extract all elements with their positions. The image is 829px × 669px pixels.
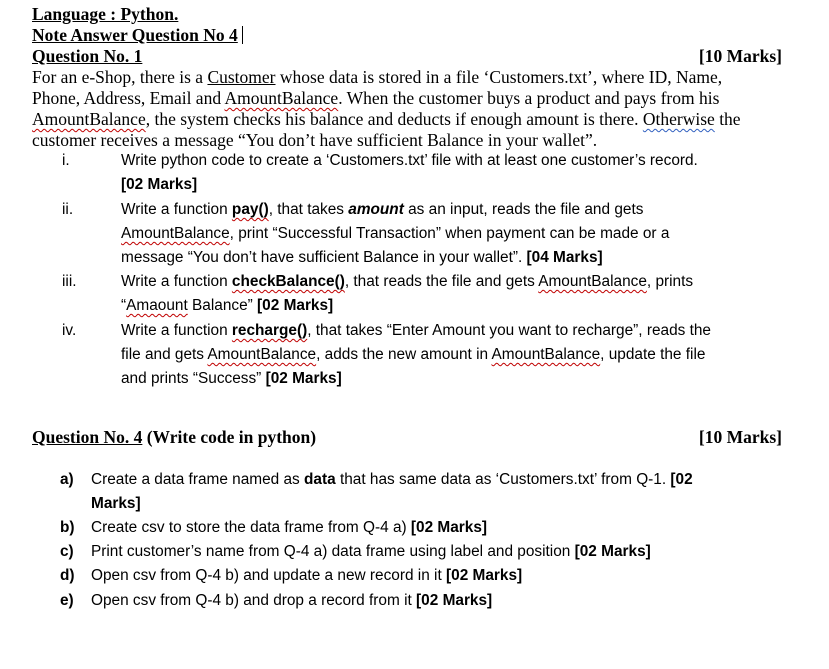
- amount-term: amount: [348, 201, 404, 218]
- q1-intro-line-1: For an e-Shop, there is a Customer whose data is stored in a file ‘Customers.txt’, where ID, Name,: [32, 67, 723, 87]
- q4-a-label: a): [60, 471, 74, 488]
- q1-title: Question No. 1: [32, 46, 143, 66]
- q4-c-label: c): [60, 543, 74, 560]
- amountbalance-term: AmountBalance: [32, 109, 146, 129]
- item-ii-line-1: Write a function pay(), that takes amount as an input, reads the file and gets: [121, 201, 644, 218]
- language-heading: Language : Python.: [32, 4, 179, 24]
- q4-e-label: e): [60, 592, 74, 609]
- item-iv-marker: iv.: [62, 322, 77, 339]
- q1-intro-line-3: AmountBalance, the system checks his balance and deducts if enough amount is there. Otherwise the: [32, 109, 741, 129]
- pay-function: pay(): [231, 201, 269, 218]
- item-i-marker: i.: [62, 152, 70, 169]
- q4-b-label: b): [60, 519, 75, 536]
- item-iii-marks: [02 Marks]: [257, 297, 334, 314]
- amountbalance-term: AmountBalance: [207, 346, 317, 363]
- q4-e-text: Open csv from Q-4 b) and drop a record from it [02 Marks]: [91, 592, 493, 609]
- amountbalance-term: AmountBalance: [121, 225, 230, 242]
- q4-c-text: Print customer’s name from Q-4 a) data frame using label and position [02 Marks]: [91, 543, 651, 560]
- item-iii-marker: iii.: [62, 273, 77, 290]
- text-cursor: [242, 26, 243, 44]
- item-i-marks: [02 Marks]: [121, 176, 198, 193]
- item-iv-marks: [02 Marks]: [265, 370, 342, 387]
- item-ii-marker: ii.: [62, 201, 74, 218]
- item-iii-line-2: “Amaount Balance” [02 Marks]: [121, 297, 334, 314]
- data-term: data: [304, 471, 336, 488]
- note-text: Note Answer Question No 4: [32, 25, 238, 45]
- item-ii-marks: [04 Marks]: [526, 249, 603, 266]
- amountbalance-term: AmountBalance: [224, 88, 339, 108]
- item-iv-line-2: file and gets AmountBalance, adds the new amount in AmountBalance, update the file: [121, 346, 706, 363]
- q4-marks: [10 Marks]: [698, 427, 782, 447]
- amaount-term: Amaount: [126, 297, 188, 314]
- q4-a-line-2: Marks]: [91, 495, 141, 512]
- amountbalance-term: AmountBalance: [491, 346, 601, 363]
- q4-b-text: Create csv to store the data frame from Q-4 a) [02 Marks]: [91, 519, 488, 536]
- q1-marks: [10 Marks]: [698, 46, 782, 66]
- item-iv-line-3: and prints “Success” [02 Marks]: [121, 370, 342, 387]
- amountbalance-term: AmountBalance: [538, 273, 647, 290]
- note-heading: [32, 25, 243, 45]
- q1-intro-line-4: customer receives a message “You don’t have sufficient Balance in your wallet”.: [32, 130, 598, 150]
- item-ii-line-2: AmountBalance, print “Successful Transaction” when payment can be made or a: [121, 225, 670, 242]
- q1-intro-line-2: Phone, Address, Email and AmountBalance. When the customer buys a product and pays from his: [32, 88, 720, 108]
- checkbalance-function: checkBalance(): [231, 273, 345, 290]
- item-ii-line-3: message “You don’t have sufficient Balance in your wallet”. [04 Marks]: [121, 249, 603, 266]
- recharge-function: recharge(): [231, 322, 308, 339]
- q4-title: Question No. 4 (Write code in python): [32, 427, 317, 447]
- customer-term: Customer: [207, 67, 276, 87]
- item-i-line-1: Write python code to create a ‘Customers.txt’ file with at least one customer’s record.: [121, 152, 698, 169]
- item-iii-line-1: Write a function checkBalance(), that reads the file and gets AmountBalance, prints: [121, 273, 694, 290]
- otherwise-term: Otherwise: [642, 109, 715, 129]
- q4-d-text: Open csv from Q-4 b) and update a new record in it [02 Marks]: [91, 567, 523, 584]
- q4-d-label: d): [60, 567, 75, 584]
- q4-a-line-1: Create a data frame named as data that has same data as ‘Customers.txt’ from Q-1. [02: [91, 471, 693, 488]
- item-iv-line-1: Write a function recharge(), that takes “Enter Amount you want to recharge”, reads the: [121, 322, 711, 339]
